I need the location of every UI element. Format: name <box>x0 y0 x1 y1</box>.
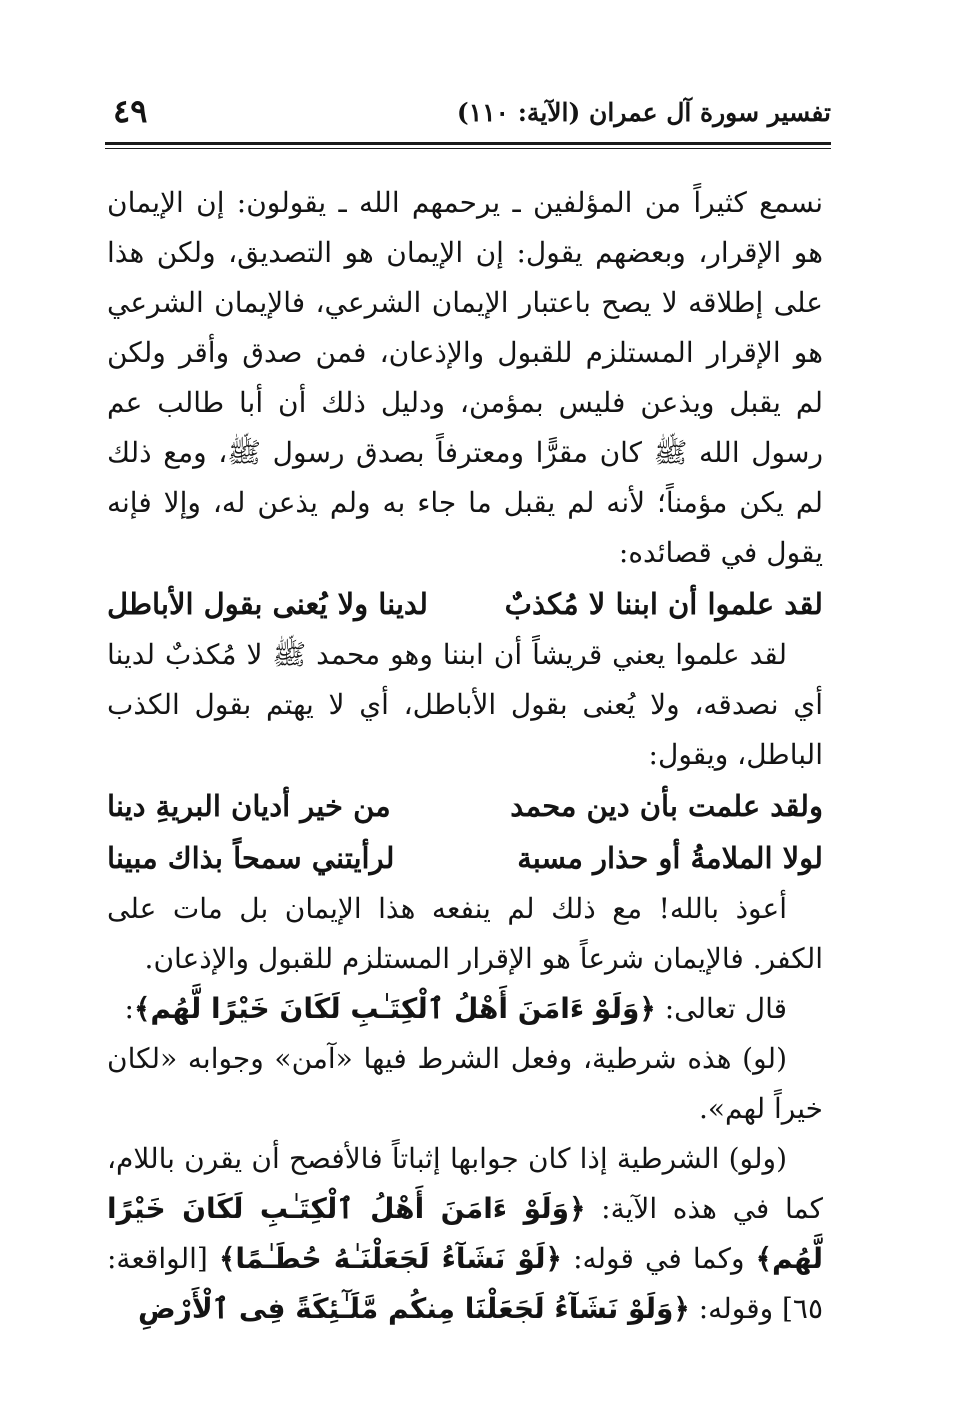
verse-1-second-hemistich: لدينا ولا يُعنى بقول الأباطل <box>107 587 428 621</box>
verse-3-first-hemistich: لولا الملامةُ أو حذار مسبة <box>517 841 823 875</box>
p6-text-b: وكما في قوله: <box>573 1242 745 1275</box>
p6-text-c: [الواقعة: ٦٥] وقوله: <box>107 1242 823 1325</box>
quran-quote-3: ﴿لَوْ نَشَآءُ لَجَعَلْنَـٰهُ حُطَـٰمًا﴾ <box>218 1242 562 1275</box>
p4-prefix: قال تعالى: <box>664 992 787 1025</box>
quran-quote-2: ﴿وَلَوْ ءَامَنَ أَهْلُ ٱلْكِتَـٰبِ لَكَانَ خَيْرًا لَّهُم﴾ <box>107 1192 824 1275</box>
body-text <box>107 178 823 1334</box>
paragraph-2: لقد علموا يعني قريشاً أن ابننا وهو محمد ﷺ لا مُكذبٌ لدينا أي نصدقه، ولا يُعنى بقول الأباطل، أي لا يهتم بقول الكذب الباطل، ويقول: <box>107 638 823 771</box>
verse-1-first-hemistich: لقد علموا أن ابننا لا مُكذبٌ <box>504 587 823 621</box>
quran-quote-1: ﴿وَلَوْ ءَامَنَ أَهْلُ ٱلْكِتَـٰبِ لَكَانَ خَيْرًا لَّهُم﴾ <box>133 992 656 1025</box>
verse-2-first-hemistich: ولقد علمت بأن دين محمد <box>510 789 823 823</box>
p4-suffix: : <box>124 992 134 1025</box>
poem-verse-2 <box>107 780 823 832</box>
p6-text-a: (ولو) الشرطية إذا كان جوابها إثباتاً فالأفصح أن يقرن باللام، كما في هذه الآية: <box>107 1142 823 1225</box>
paragraph-5: (لو) هذه شرطية، وفعل الشرط فيها «آمن» وجوابه «لكان خيراً لهم». <box>107 1042 823 1125</box>
poem-verse-1 <box>107 578 823 630</box>
page-header <box>105 92 831 136</box>
paragraph-4 <box>107 984 823 1034</box>
verse-3-second-hemistich: لرأيتني سمحاً بذاك مبينا <box>107 841 395 875</box>
poem-verse-3 <box>107 832 823 884</box>
page-number: ٤٩ <box>113 92 148 130</box>
quran-quote-4: ﴿وَلَوْ نَشَآءُ لَجَعَلْنَا مِنكُم مَّلَـٰٓئِكَةً فِى ٱلْأَرْضِ <box>138 1292 690 1325</box>
verse-2-second-hemistich: من خير أديان البريةِ دينا <box>107 789 391 823</box>
header-title: تفسير سورة آل عمران (الآية: ١١٠) <box>456 98 831 127</box>
paragraph-3: أعوذ بالله! مع ذلك لم ينفعه هذا الإيمان بل مات على الكفر. فالإيمان شرعاً هو الإقرار المستلزم للقبول والإذعان. <box>107 892 823 975</box>
header-rule-thin <box>105 148 831 149</box>
header-rule-thick <box>105 142 831 145</box>
paragraph-6 <box>107 1134 823 1334</box>
paragraph-1: نسمع كثيراً من المؤلفين ـ يرحمهم الله ـ يقولون: إن الإيمان هو الإقرار، وبعضهم يقول: إن الإيمان هو التصديق، ولكن هذا على إطلاقه لا يصح باعتبار الإيمان الشرعي، فالإيمان الشرعي هو الإقرار المستلزم للقبول والإذعان، فمن صدق وأقر ولكن لم يقبل ويذعن فليس بمؤمن، ودليل ذلك أن أبا طالب عم رسول الله ﷺ كان مقرًّا ومعترفاً بصدق رسول ﷺ، ومع ذلك لم يكن مؤمناً؛ لأنه لم يقبل ما جاء به ولم يذعن له، وإلا فإنه يقول في قصائده: <box>107 186 824 569</box>
